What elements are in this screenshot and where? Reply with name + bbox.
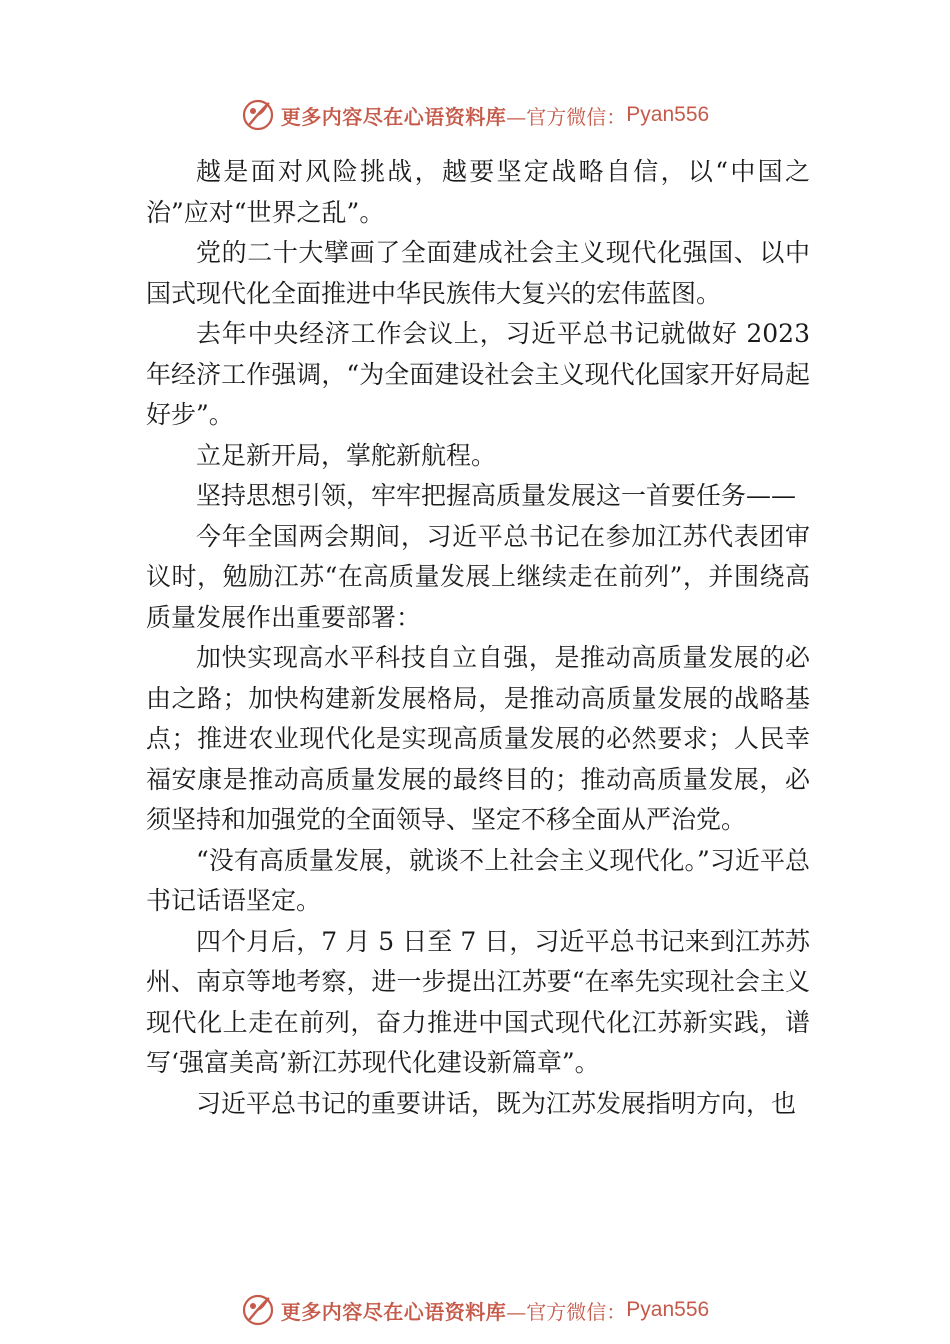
paragraph: 加快实现高水平科技自立自强，是推动高质量发展的必由之路；加快构建新发展格局，是推动高质量发展的战略基点；推进农业现代化是实现高质量发展的必然要求；人民幸福安康是推动高质量发展的最终目的；推动高质量发展，必须坚持和加强党的全面领导、坚定不移全面从严治党。	[146, 643, 810, 834]
watermark-text: 更多内容尽在心语资料库	[280, 1299, 507, 1324]
watermark-contact-label: —官方微信：	[506, 1299, 627, 1324]
quill-logo-icon	[241, 98, 275, 132]
quill-logo-icon	[241, 1293, 275, 1327]
watermark-text: 更多内容尽在心语资料库	[280, 104, 507, 129]
header-watermark	[0, 95, 950, 135]
watermark-contact-id: Pyan556	[626, 1298, 710, 1321]
paragraph: 越是面对风险挑战，越要坚定战略自信，以“中国之治”应对“世界之乱”。	[146, 157, 810, 227]
watermark-contact-id: Pyan556	[626, 103, 710, 126]
paragraph: “没有高质量发展，就谈不上社会主义现代化。”习近平总书记话语坚定。	[146, 845, 810, 915]
paragraph: 去年中央经济工作会议上，习近平总书记就做好 2023 年经济工作强调，“为全面建设社会主义现代化国家开好局起好步”。	[146, 319, 810, 429]
paragraph: 坚持思想引领，牢牢把握高质量发展这一首要任务——	[196, 481, 797, 510]
paragraph: 四个月后，7 月 5 日至 7 日，习近平总书记来到江苏苏州、南京等地考察，进一步提出江苏要“在率先实现社会主义现代化上走在前列，奋力推进中国式现代化江苏新实践，谱写‘强富美高’新江苏现代化建设新篇章”。	[146, 926, 810, 1077]
paragraph: 立足新开局，掌舵新航程。	[196, 440, 497, 470]
paragraph: 习近平总书记的重要讲话，既为江苏发展指明方向，也	[196, 1088, 797, 1118]
document-body	[146, 152, 810, 1124]
footer-watermark	[0, 1290, 950, 1330]
paragraph: 党的二十大擘画了全面建成社会主义现代化强国、以中国式现代化全面推进中华民族伟大复兴的宏伟蓝图。	[146, 238, 810, 308]
paragraph: 今年全国两会期间，习近平总书记在参加江苏代表团审议时，勉励江苏“在高质量发展上继续走在前列”，并围绕高质量发展作出重要部署：	[146, 521, 810, 632]
watermark-contact-label: —官方微信：	[506, 104, 627, 129]
